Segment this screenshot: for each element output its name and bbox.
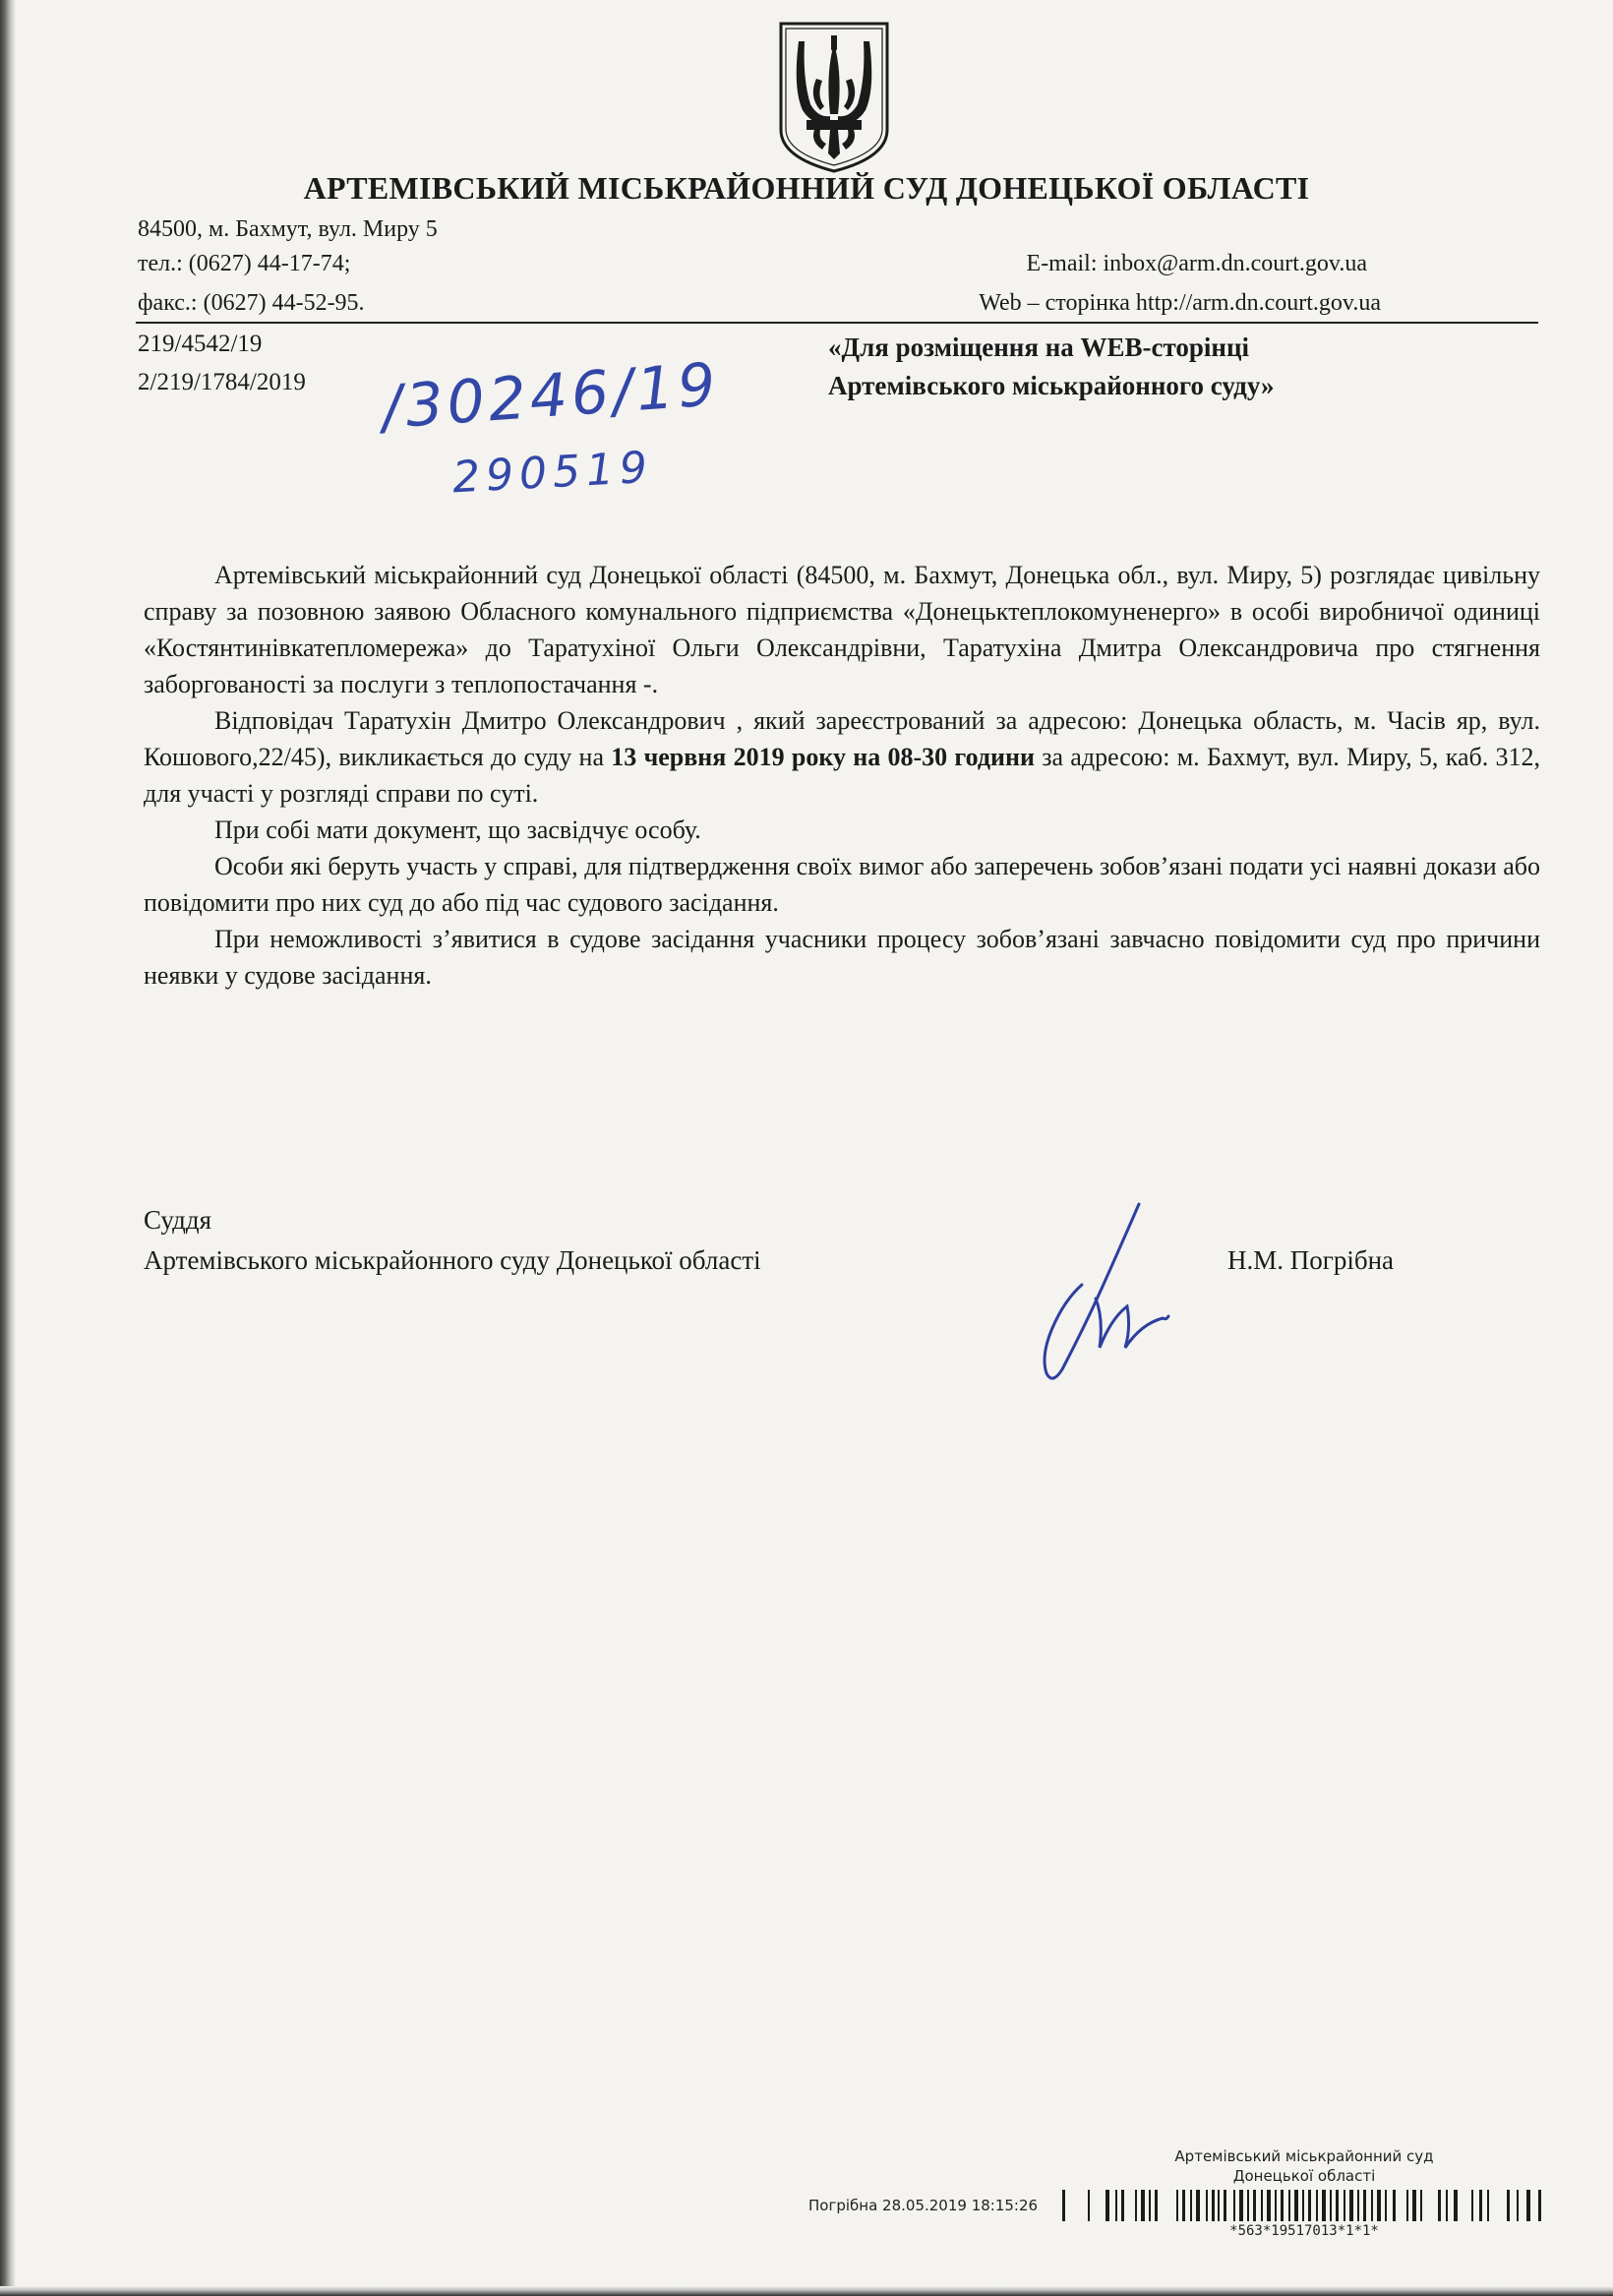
handwritten-registration-number: /30246/19 — [379, 350, 722, 443]
summons-text-start: Відповідач Таратухін Дмитро Олександрович , який зареєстрований за адресою: Донецька область, м. Часів яр, вул. Кошового,22/45), викликається до суду на — [144, 706, 1540, 771]
court-email: E-mail: inbox@arm.dn.court.gov.ua — [1026, 251, 1367, 276]
web-note-line-2: Артемівського міськрайонного суду» — [828, 371, 1275, 400]
header-divider — [136, 322, 1538, 324]
court-website: Web – сторінка http://arm.dn.court.gov.ua — [979, 290, 1381, 316]
scan-edge — [0, 0, 16, 2296]
judge-name: Н.М. Погрібна — [1227, 1245, 1395, 1275]
stamp-signer-timestamp: Погрібна 28.05.2019 18:15:26 — [808, 2197, 1039, 2214]
summons-text-end: за адресою: м. Бахмут, вул. Миру, 5, каб. 312, для участі у розгляді справи по суті. — [144, 743, 1540, 808]
stamp-court-name — [1137, 2146, 1471, 2186]
judge-title: Суддя — [144, 1205, 212, 1235]
body-paragraph-3: При собі мати документ, що засвідчує особу. — [214, 816, 701, 844]
hearing-date-time: 13 червня 2019 року на 08-30 години — [611, 743, 1035, 771]
handwritten-date: 290519 — [450, 442, 655, 504]
document-barcode — [1058, 2190, 1546, 2221]
trident-emblem-icon — [777, 20, 891, 173]
scan-bottom-edge — [0, 2286, 1613, 2296]
barcode-code: *563*19517013*1*1* — [1229, 2223, 1379, 2239]
stamp-court-line-2: Донецької області — [1232, 2167, 1376, 2185]
web-publication-note — [828, 329, 1275, 405]
judge-court: Артемівського міськрайонного суду Донецької області — [144, 1245, 761, 1275]
stamp-court-line-1: Артемівський міськрайонний суд — [1174, 2147, 1434, 2165]
court-fax: факс.: (0627) 44-52-95. — [138, 290, 365, 316]
body-paragraph-5: При неможливості з’явитися в судове засідання учасники процесу зобов’язані завчасно повідомити суд про причини неявки у судове засідання. — [144, 925, 1540, 990]
court-title: АРТЕМІВСЬКИЙ МІСЬКРАЙОННИЙ СУД ДОНЕЦЬКОЇ ОБЛАСТІ — [303, 170, 1310, 206]
body-paragraph-4: Особи які беруть участь у справі, для підтвердження своїх вимог або заперечень зобов’язані подати усі наявні докази або повідомити про них суд до або під час судового засідання. — [144, 852, 1540, 917]
letter-body — [144, 557, 1540, 994]
web-note-line-1: «Для розміщення на WEB-сторінці — [828, 332, 1250, 362]
court-phone: тел.: (0627) 44-17-74; — [138, 251, 351, 276]
court-address: 84500, м. Бахмут, вул. Миру 5 — [138, 216, 438, 242]
proceeding-number: 2/219/1784/2019 — [138, 369, 306, 395]
case-number: 219/4542/19 — [138, 331, 263, 357]
body-paragraph-1: Артемівський міськрайонний суд Донецької області (84500, м. Бахмут, Донецька обл., вул. Миру, 5) розглядає цивільну справу за позовною заявою Обласного комунального підприємства «Донецьктеплокомуненерго» в особі виробничої одиниці «Костянтинівкатепломережа» до Таратухіної Ольги Олександрівни, Таратухіна Дмитра Олександровича про стягнення заборгованості за послуги з теплопостачання -. — [144, 561, 1540, 698]
signature-icon — [993, 1190, 1190, 1387]
body-paragraph-2 — [144, 702, 1540, 812]
